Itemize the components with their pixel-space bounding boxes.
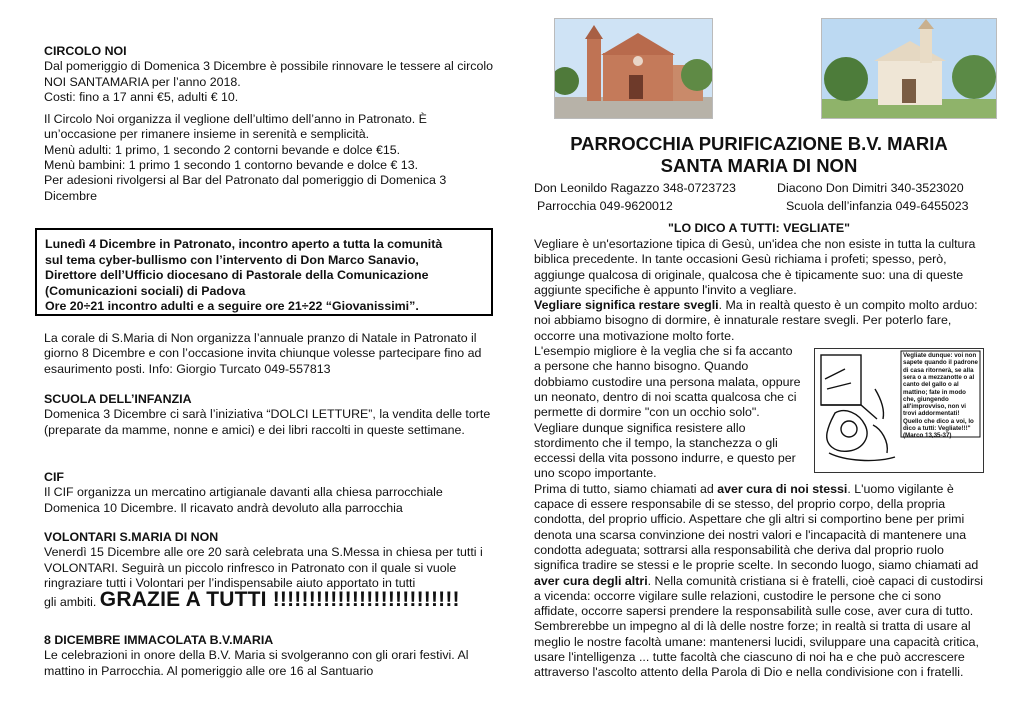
volontari-ending: gli ambiti. [44, 595, 97, 610]
corale-section [44, 331, 494, 377]
menu-children: Menù bambini: 1 primo 1 secondo 1 contorno bevande e dolce € 13. [44, 158, 419, 173]
volontari-thanks: GRAZIE A TUTTI !!!!!!!!!!!!!!!!!!!!!!!!!! [99, 588, 460, 612]
circolo-noi-renewal: Dal pomeriggio di Domenica 3 Dicembre è possibile rinnovare le tessere al circolo NOI SANTAMARIA per l’anno 2018. [44, 59, 494, 89]
article-emphasis-3: aver cura degli altri [534, 573, 648, 588]
volontari-section [44, 530, 494, 610]
corale-text: La corale di S.Maria di Non organizza l’annuale pranzo di Natale in Patronato il giorno 8 Dicembre e con l’occasione invita chiunque volesse partecipare fino ad esaurimento posti. Info: Giorgio Turcato 049-557813 [44, 331, 482, 376]
cif-section [44, 470, 494, 516]
menu-adults: Menù adulti: 1 primo, 1 secondo 2 contorni bevande e dolce €15. [44, 142, 401, 157]
church-photo-santuario [821, 18, 997, 119]
scuola-section [44, 392, 494, 438]
contact-diacono: Diacono Don Dimitri 340-3523020 [777, 181, 964, 195]
contact-scuola: Scuola dell’infanzia 049-6455023 [786, 199, 969, 213]
scuola-title: SCUOLA DELL’INFANZIA [44, 392, 192, 406]
volontari-text: Venerdì 15 Dicembre alle ore 20 sarà celebrata una S.Messa in chiesa per tutti i VOLONTARI. Seguirà un piccolo rinfresco in Patronato con il quale si vuole ringraziare tutti i Volontari per l’indispensabile aiuto apportato in tutti [44, 545, 483, 590]
scuola-text: Domenica 3 Dicembre ci sarà l’iniziativa “DOLCI LETTURE”, la vendita delle torte (preparate da mamme, nonne e amici) e dei libri raccolti in queste settimane. [44, 407, 491, 437]
cyberbullying-event-box [35, 228, 493, 316]
event-line-1: Lunedì 4 Dicembre in Patronato, incontro aperto a tutta la comunità [45, 237, 443, 251]
immacolata-title: 8 DICEMBRE IMMACOLATA B.V.MARIA [44, 633, 274, 647]
circolo-noi-veglione: Il Circolo Noi organizza il veglione dell’ultimo dell’anno in Patronato. È un’occasione per rimanere insieme in serenità e semplicità. [44, 112, 427, 142]
article-paragraph-3: L'esempio migliore è la veglia che si fa accanto a persone che hanno bisogno. Quando dobbiamo custodire una persona malata, oppure un neonato, dentro di noi scatta qualcosa che ci permette di dormire "con un occhio solo". Vegliare dunque significa resistere allo stordimento che il tempo, la stanchezza o gli eccessi della vita possono indurre, e questo per uno scopo importante. [534, 344, 801, 481]
parish-name: PARROCCHIA PURIFICAZIONE B.V. MARIA [570, 133, 948, 154]
circolo-noi-title: CIRCOLO NOI [44, 44, 127, 58]
contact-parrocchia: Parrocchia 049-9620012 [537, 199, 673, 213]
immacolata-text: Le celebrazioni in onore della B.V. Maria si svolgeranno con gli orari festivi. Al mattino in Parrocchia. Al pomeriggio alle ore 16 al Santuario [44, 648, 469, 678]
church-photo-santa-maria [554, 18, 713, 119]
article-emphasis-2: aver cura di noi stessi [717, 481, 848, 496]
article-body [534, 237, 984, 681]
article-title: "LO DICO A TUTTI: VEGLIATE" [668, 221, 850, 235]
contact-parroco: Don Leonildo Ragazzo 348-0723723 [534, 181, 736, 195]
circolo-noi-section [44, 44, 494, 204]
event-line-3: Direttore dell’Ufficio diocesano di Pastorale della Comunicazione [45, 268, 429, 282]
article-emphasis-1: Vegliare significa restare svegli [534, 298, 719, 313]
article-paragraph-4: Prima di tutto, siamo chiamati ad aver cura di noi stessi. L'uomo vigilante è capace di essere responsabile di se stesso, del proprio corpo, della propria condotta, del proprio ufficio. Aspettare che gli altri si comportino bene per primi denota una scarsa convinzione dei nostri valori e l'incapacità di mantenere una condotta adeguata; sottrarsi alla responsabilità che deriva dal proprio ruolo significa tradire se stessi e le proprie scelte. In secondo luogo, siamo chiamati ad aver cura degli altri. Nella comunità cristiana si è fratelli, cioè capaci di custodirsi a vicenda: occorre vigilare sulle relazioni, custodire le persone che ci sono affidate, occorre sapersi prendere la responsabilità sulle cose, aver cura di tutto. Sembrerebbe un impegno al di là delle nostre forze; in realtà si tratta di usare al meglio le nostre facoltà umane: mantenersi lucidi, sviluppare una capacità critica, usare l'intelligenza ... tutte facoltà che ciascuno di noi ha e che può accrescere attraverso l'ascolto attento della Parola di Dio e nella condivisione con i fratelli. [534, 481, 984, 680]
volontari-title: VOLONTARI S.MARIA DI NON [44, 530, 219, 544]
cif-text: Il CIF organizza un mercatino artigianale davanti alla chiesa parrocchiale Domenica 10 Dicembre. Il ricavato andrà devoluto alla parrocchia [44, 485, 443, 515]
immacolata-section [44, 633, 494, 679]
event-line-5: Ore 20÷21 incontro adulti e a seguire ore 21÷22 “Giovanissimi”. [45, 299, 419, 313]
event-line-4: (Comunicazioni sociali) di Padova [45, 283, 246, 298]
gospel-illustration [814, 348, 984, 473]
cif-title: CIF [44, 470, 64, 484]
article-paragraph-2: Vegliare significa restare svegli. Ma in realtà questo è un compito molto arduo: noi abbiamo bisogno di dormire, è innaturale restare svegli. Per poterlo fare, occorre una motivazione molto forte. [534, 298, 978, 343]
circolo-noi-adhesions: Per adesioni rivolgersi al Bar del Patronato dal pomeriggio di Domenica 3 Dicembre [44, 173, 447, 203]
article-paragraph-1: Vegliare è un'esortazione tipica di Gesù, un'idea che non esiste in tutta la cultura biblica precedente. In tante occasioni Gesù richiama i profeti; spesso, però, aggiunge qualcosa di originale, qualcosa che è tipicamente suo: una di queste aggiunte specifiche è appunto l'invito a vegliare. [534, 237, 976, 297]
parish-location: SANTA MARIA DI NON [660, 155, 858, 176]
gospel-quote: Vegliate dunque: voi non sapete quando il padrone di casa ritornerà, se alla sera o a mezzanotte o al canto del gallo o al mattino; fate in modo che, giungendo all'improvviso, non vi trovi addormentati! Quello che dico a voi, lo dico a tutti: Vegliate!!!" (Marco 13,35-37) [903, 352, 978, 440]
event-line-2: sul tema cyber-bullismo con l’intervento di Don Marco Sanavio, [45, 252, 419, 267]
circolo-noi-costs: Costi: fino a 17 anni €5, adulti € 10. [44, 89, 239, 104]
